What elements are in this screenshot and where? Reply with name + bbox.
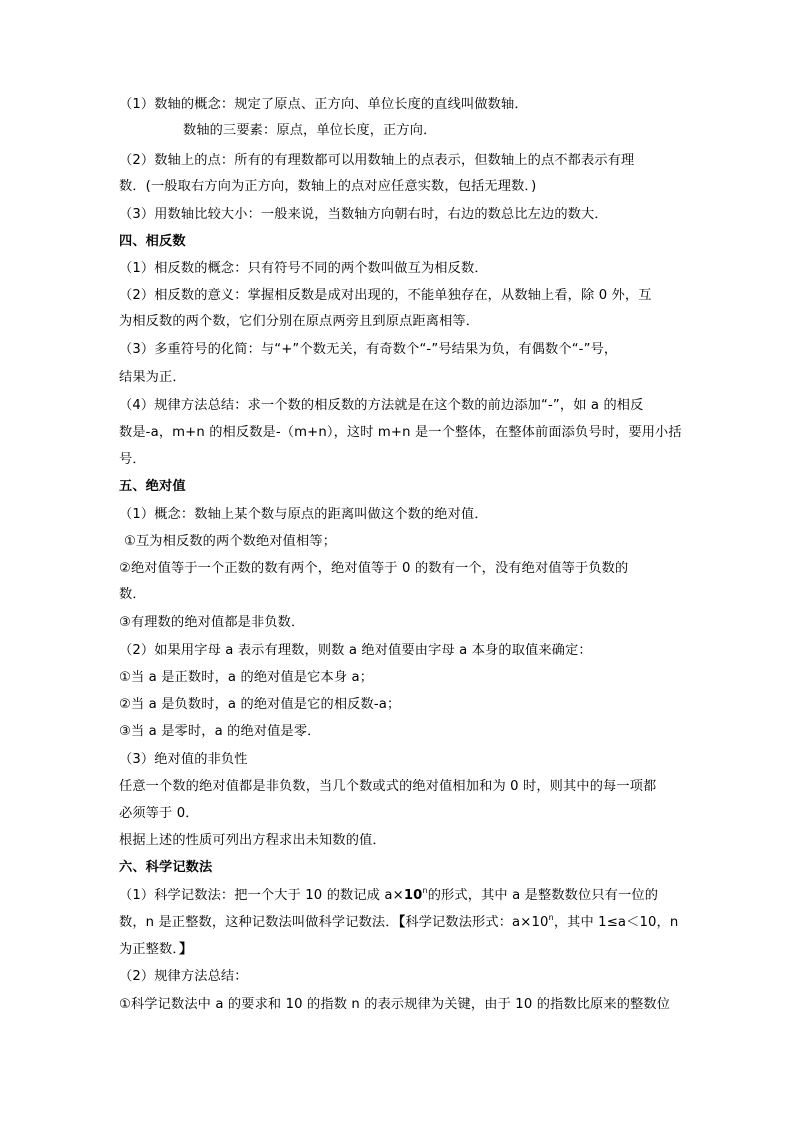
text-line: （4）规律方法总结：求一个数的相反数的方法就是在这个数的前边添加“-”，如 a 的相反 [119,398,644,413]
text-line: （2）相反数的意义：掌握相反数是成对出现的，不能单独存在，从数轴上看，除 0 外，互 [119,288,652,303]
text-line: 任意一个数的绝对值都是非负数，当几个数或式的绝对值相加和为 0 时，则其中的每一项都 [119,779,657,794]
text-line: 数． [119,587,146,602]
text-line: （3）绝对值的非负性 [119,752,248,767]
text-line: （1）概念：数轴上某个数与原点的距离叫做这个数的绝对值． [119,507,488,522]
text-line: ①互为相反数的两个数绝对值相等； [124,534,337,549]
power-base: 10 [403,888,423,903]
text-line: （1）数轴的概念：规定了原点、正方向、单位长度的直线叫做数轴． [119,97,528,112]
text-span: 的形式，其中 a 是整数数位只有一位的 [427,888,659,903]
text-line: 数．(一般取右方向为正方向，数轴上的点对应任意实数，包括无理数．) [119,179,537,194]
text-line: ③有理数的绝对值都是非负数． [119,615,305,630]
bracket-close: 】 [179,942,193,957]
text-line: 数轴的三要素：原点，单位长度，正方向． [183,123,437,138]
text-span: （1）科学记数法：把一个大于 10 的数记成 a× [119,888,404,903]
text-line: ③当 a 是零时，a 的绝对值是零． [119,724,321,739]
text-line: （3）多重符号的化简：与“+”个数无关，有奇数个“-”号结果为负，有偶数个“-”号， [119,342,618,357]
text-line: （2）规律方法总结： [119,969,248,984]
text-line: 为相反数的两个数，它们分别在原点两旁且到原点距离相等． [119,314,480,329]
text-line: （1）相反数的概念：只有符号不同的两个数叫做互为相反数． [119,261,488,276]
text-line [119,886,658,906]
exponent: n [548,912,554,922]
text-line: （2）数轴上的点：所有的有理数都可以用数轴上的点表示，但数轴上的点不都表示有理 [119,153,635,168]
text-line: 号． [119,452,146,467]
text-span: 数，n 是正整数，这种记数法叫做科学记数法． [119,915,399,930]
section-heading: 六、科学记数法 [119,860,213,875]
text-span: 为正整数． [119,942,180,957]
text-line [119,913,678,933]
text-line [119,940,192,960]
text-line: ②当 a 是负数时，a 的绝对值是它的相反数-a； [119,697,401,712]
text-span: ，其中 1≤a＜10，n [553,915,679,930]
text-line: ①当 a 是正数时，a 的绝对值是它本身 a； [119,670,374,685]
text-line: 结果为正． [119,370,186,385]
text-line: （2）如果用字母 a 表示有理数，则数 a 绝对值要由字母 a 本身的取值来确定： [119,643,592,658]
text-span: 科学记数法形式：a×10 [405,915,549,930]
text-line: ②绝对值等于一个正数的数有两个，绝对值等于 0 的数有一个，没有绝对值等于负数的 [119,561,629,576]
text-line: 必须等于 0． [119,806,199,821]
text-line: （3）用数轴比较大小：一般来说，当数轴方向朝右时，右边的数总比左边的数大． [119,207,608,222]
text-line: 根据上述的性质可列出方程求出未知数的值． [119,833,386,848]
section-heading: 五、绝对值 [119,479,186,494]
text-line: ①科学记数法中 a 的要求和 10 的指数 n 的表示规律为关键，由于 10 的指数比原来的整数位 [119,997,671,1012]
bracket-open: 【 [398,915,406,930]
text-line: 数是-a，m+n 的相反数是-（m+n），这时 m+n 是一个整体，在整体前面添负号时，要用小括 [119,425,682,440]
section-heading: 四、相反数 [119,234,186,249]
exponent: n [422,885,428,895]
